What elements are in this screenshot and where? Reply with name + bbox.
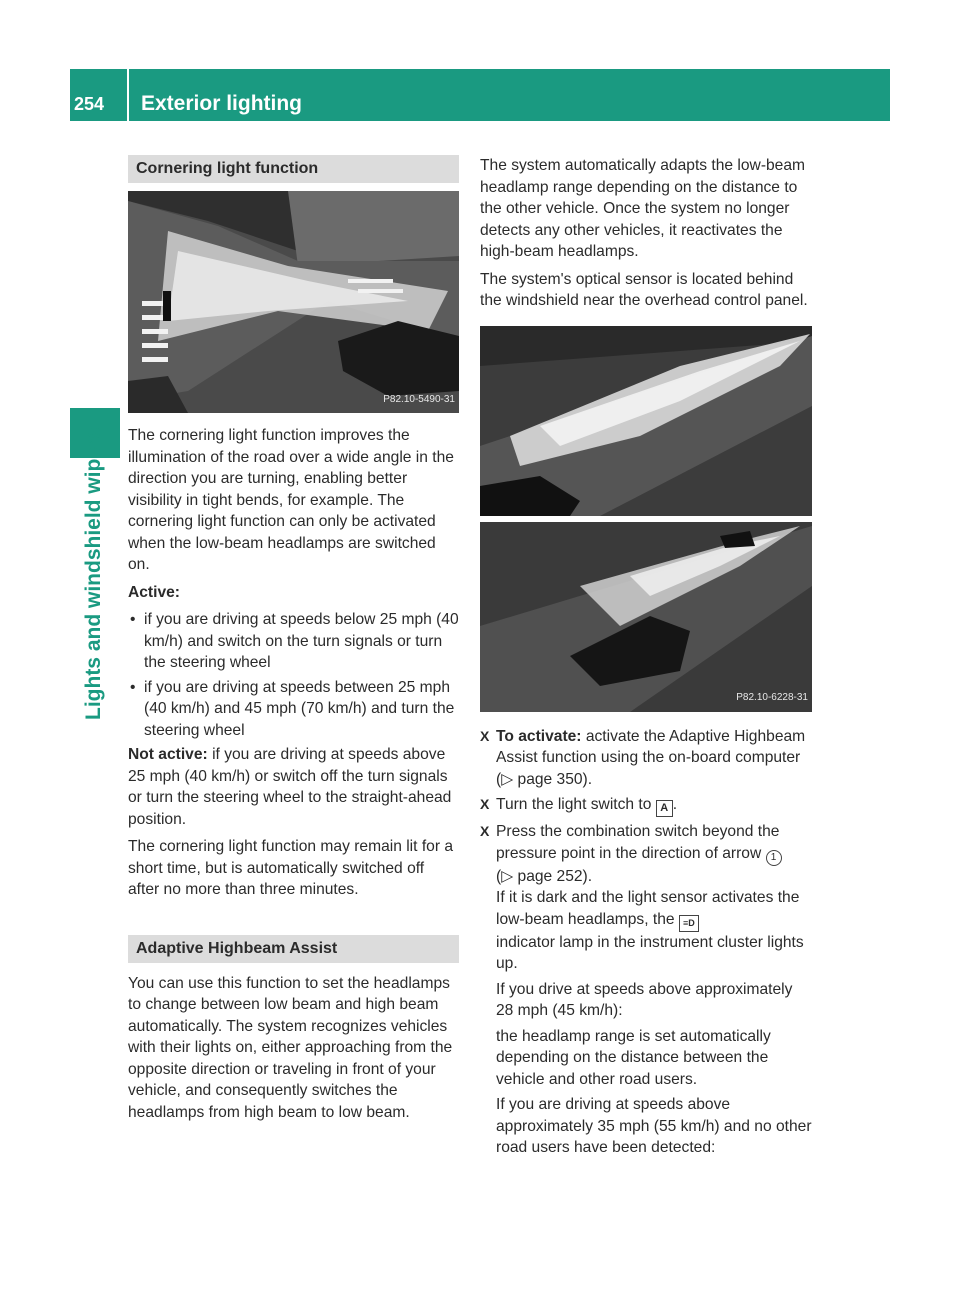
not-active-text: if you are driving at speeds above 25 mph (40 km/h) or switch off the turn signals or turn the steering wheel to the straight-ahead position. [128,746,452,828]
step-marker: X [480,727,490,744]
side-label [82,427,112,750]
cornering-illustration [128,191,459,413]
header-divider [127,69,129,121]
arrow-number-icon: 1 [766,850,782,866]
left-column [128,155,459,1129]
step3-ref: (▷ page 252). [496,867,593,885]
active-item-text: if you are driving at speeds between 25 mph (40 km/h) and 45 mph (70 km/h) and turn the steering wheel [144,678,455,739]
adaptive-intro: You can use this function to set the headlamps to change between low beam and high beam automatically. The system recognizes vehicles with their lights on, either approaching from the opposite direction or traveling in front of your vehicle, and consequently switches the headlamps from high beam to low beam. [128,974,453,1121]
step3-text: Press the combination switch beyond the pressure point in the direction of arrow [496,823,780,862]
active-item [128,609,459,674]
step1-label: To activate: [496,727,582,745]
page-number: 254 [74,94,105,114]
auto-light-icon: A [656,800,673,817]
step2-text: Turn the light switch to [496,796,652,813]
step-combination-switch [480,821,812,975]
section-title: Exterior lighting [141,92,303,115]
highbeam-image-code: P82.10-6228-31 [736,692,808,703]
not-active-paragraph [128,744,459,830]
cornering-intro: The cornering light function improves the illumination of the road over a wide angle in the direction you are turning, enabling better visibility in tight bends, for example. The cornering light function can only be activated when the low-beam headlamps are switched on. [128,427,454,573]
active-item [128,677,459,742]
sensor-paragraph: The system's optical sensor is located behind the windshield near the overhead control panel. [480,270,808,309]
cornering-scene-graphic [128,191,459,413]
active-label: Active: [128,583,180,601]
step1-text: activate the Adaptive Highbeam Assist function using the on-board computer (▷ page 350). [496,727,806,788]
side-label-text: Lights and windshield wipers [82,427,105,720]
bullet-mark: • [130,678,136,696]
speed1-paragraph: If you drive at speeds above approximately 28 mph (45 km/h): [496,980,793,1019]
step2-end: . [672,796,678,813]
speed1-result: the headlamp range is set automatically depending on the distance between the vehicle and other road users. [496,1027,771,1088]
step3-lamp-post: indicator lamp in the instrument cluster lights up. [496,933,804,972]
right-column [480,155,812,1163]
highbeam-assist-lamp-icon: ≡D [679,915,699,932]
highbeam-scene-graphic [480,326,812,712]
step-marker: X [480,823,490,839]
cornering-image-code: P82.10-5490-31 [383,393,455,405]
not-active-label: Not active: [128,746,208,763]
speed2-paragraph: If you are driving at speeds above approximately 35 mph (55 km/h) and no other road users have been detected: [496,1096,812,1156]
active-item-text: if you are driving at speeds below 25 mph (40 km/h) and switch on the turn signals or turn the steering wheel [144,611,459,671]
adaptive-heading: Adaptive Highbeam Assist [128,935,459,963]
adapt-paragraph: The system automatically adapts the low-beam headlamp range depending on the distance to the other vehicle. Once the system no longer detects any other vehicles, it reactivates the high-beam headlamps. [480,157,806,260]
remain-paragraph: The cornering light function may remain lit for a short time, but is automatically switched off after no more than three minutes. [128,838,454,898]
highbeam-illustration [480,326,812,712]
cornering-heading: Cornering light function [128,155,459,183]
step-activate [480,726,812,791]
step3-lamp-pre: If it is dark and the light sensor activates the low-beam headlamps, the [496,889,800,928]
step-marker: X [480,796,490,812]
bullet-mark: • [130,611,136,628]
step-light-switch [480,794,812,817]
